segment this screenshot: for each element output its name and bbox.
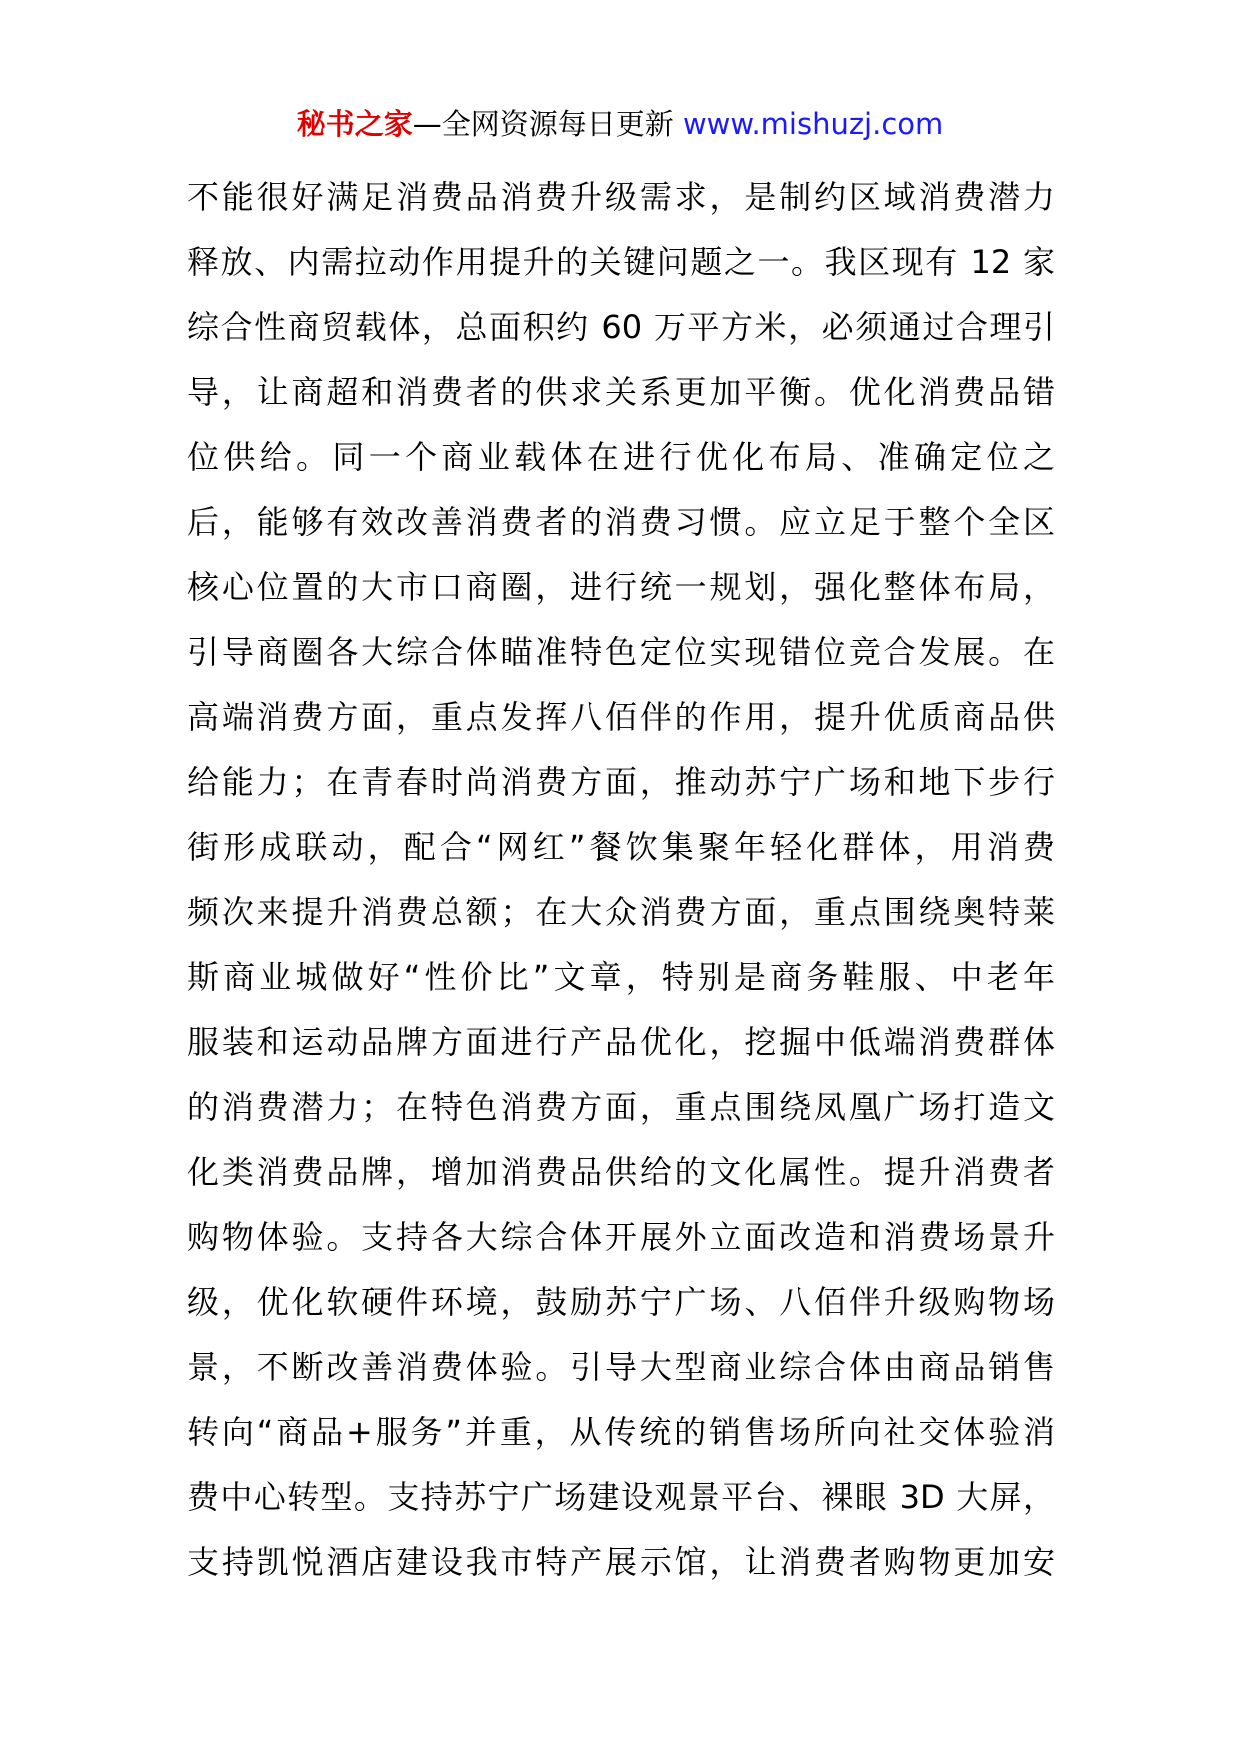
body-paragraph [187,165,1055,1595]
text-line: 导，让商超和消费者的供求关系更加平衡。优化消费品错 [187,373,1055,411]
text-line: 的消费潜力；在特色消费方面，重点围绕凤凰广场打造文 [187,1088,1055,1126]
text-line: 支持凯悦酒店建设我市特产展示馆，让消费者购物更加安 [187,1543,1055,1581]
text-line: 高端消费方面，重点发挥八佰伴的作用，提升优质商品供 [187,698,1055,736]
text-line: 景，不断改善消费体验。引导大型商业综合体由商品销售 [187,1348,1055,1386]
text-line: 综合性商贸载体，总面积约 60 万平方米，必须通过合理引 [187,308,1055,346]
text-line: 核心位置的大市口商圈，进行统一规划，强化整体布局， [187,568,1055,606]
text-line: 释放、内需拉动作用提升的关键问题之一。我区现有 12 家 [187,243,1055,281]
text-line: 购物体验。支持各大综合体开展外立面改造和消费场景升 [187,1218,1055,1256]
page-header [0,104,1240,144]
text-line: 费中心转型。支持苏宁广场建设观景平台、裸眼 3D 大屏， [187,1478,1055,1516]
text-line: 街形成联动，配合“网红”餐饮集聚年轻化群体，用消费 [187,828,1055,866]
text-line: 给能力；在青春时尚消费方面，推动苏宁广场和地下步行 [187,763,1055,801]
text-line: 服装和运动品牌方面进行产品优化，挖掘中低端消费群体 [187,1023,1055,1061]
text-line: 级，优化软硬件环境，鼓励苏宁广场、八佰伴升级购物场 [187,1283,1055,1321]
text-line: 引导商圈各大综合体瞄准特色定位实现错位竞合发展。在 [187,633,1055,671]
text-line: 转向“商品+服务”并重，从传统的销售场所向社交体验消 [187,1413,1055,1451]
text-line: 不能很好满足消费品消费升级需求，是制约区域消费潜力 [187,178,1055,216]
text-line: 位供给。同一个商业载体在进行优化布局、准确定位之 [187,438,1055,476]
text-line: 后，能够有效改善消费者的消费习惯。应立足于整个全区 [187,503,1055,541]
text-line: 化类消费品牌，增加消费品供给的文化属性。提升消费者 [187,1153,1055,1191]
text-line: 频次来提升消费总额；在大众消费方面，重点围绕奥特莱 [187,893,1055,931]
header-url-link[interactable]: www.mishuzj.com [682,107,944,141]
text-line: 斯商业城做好“性价比”文章，特别是商务鞋服、中老年 [187,958,1055,996]
header-tagline: —全网资源每日更新 [412,107,674,141]
header-brand: 秘书之家 [296,107,413,141]
